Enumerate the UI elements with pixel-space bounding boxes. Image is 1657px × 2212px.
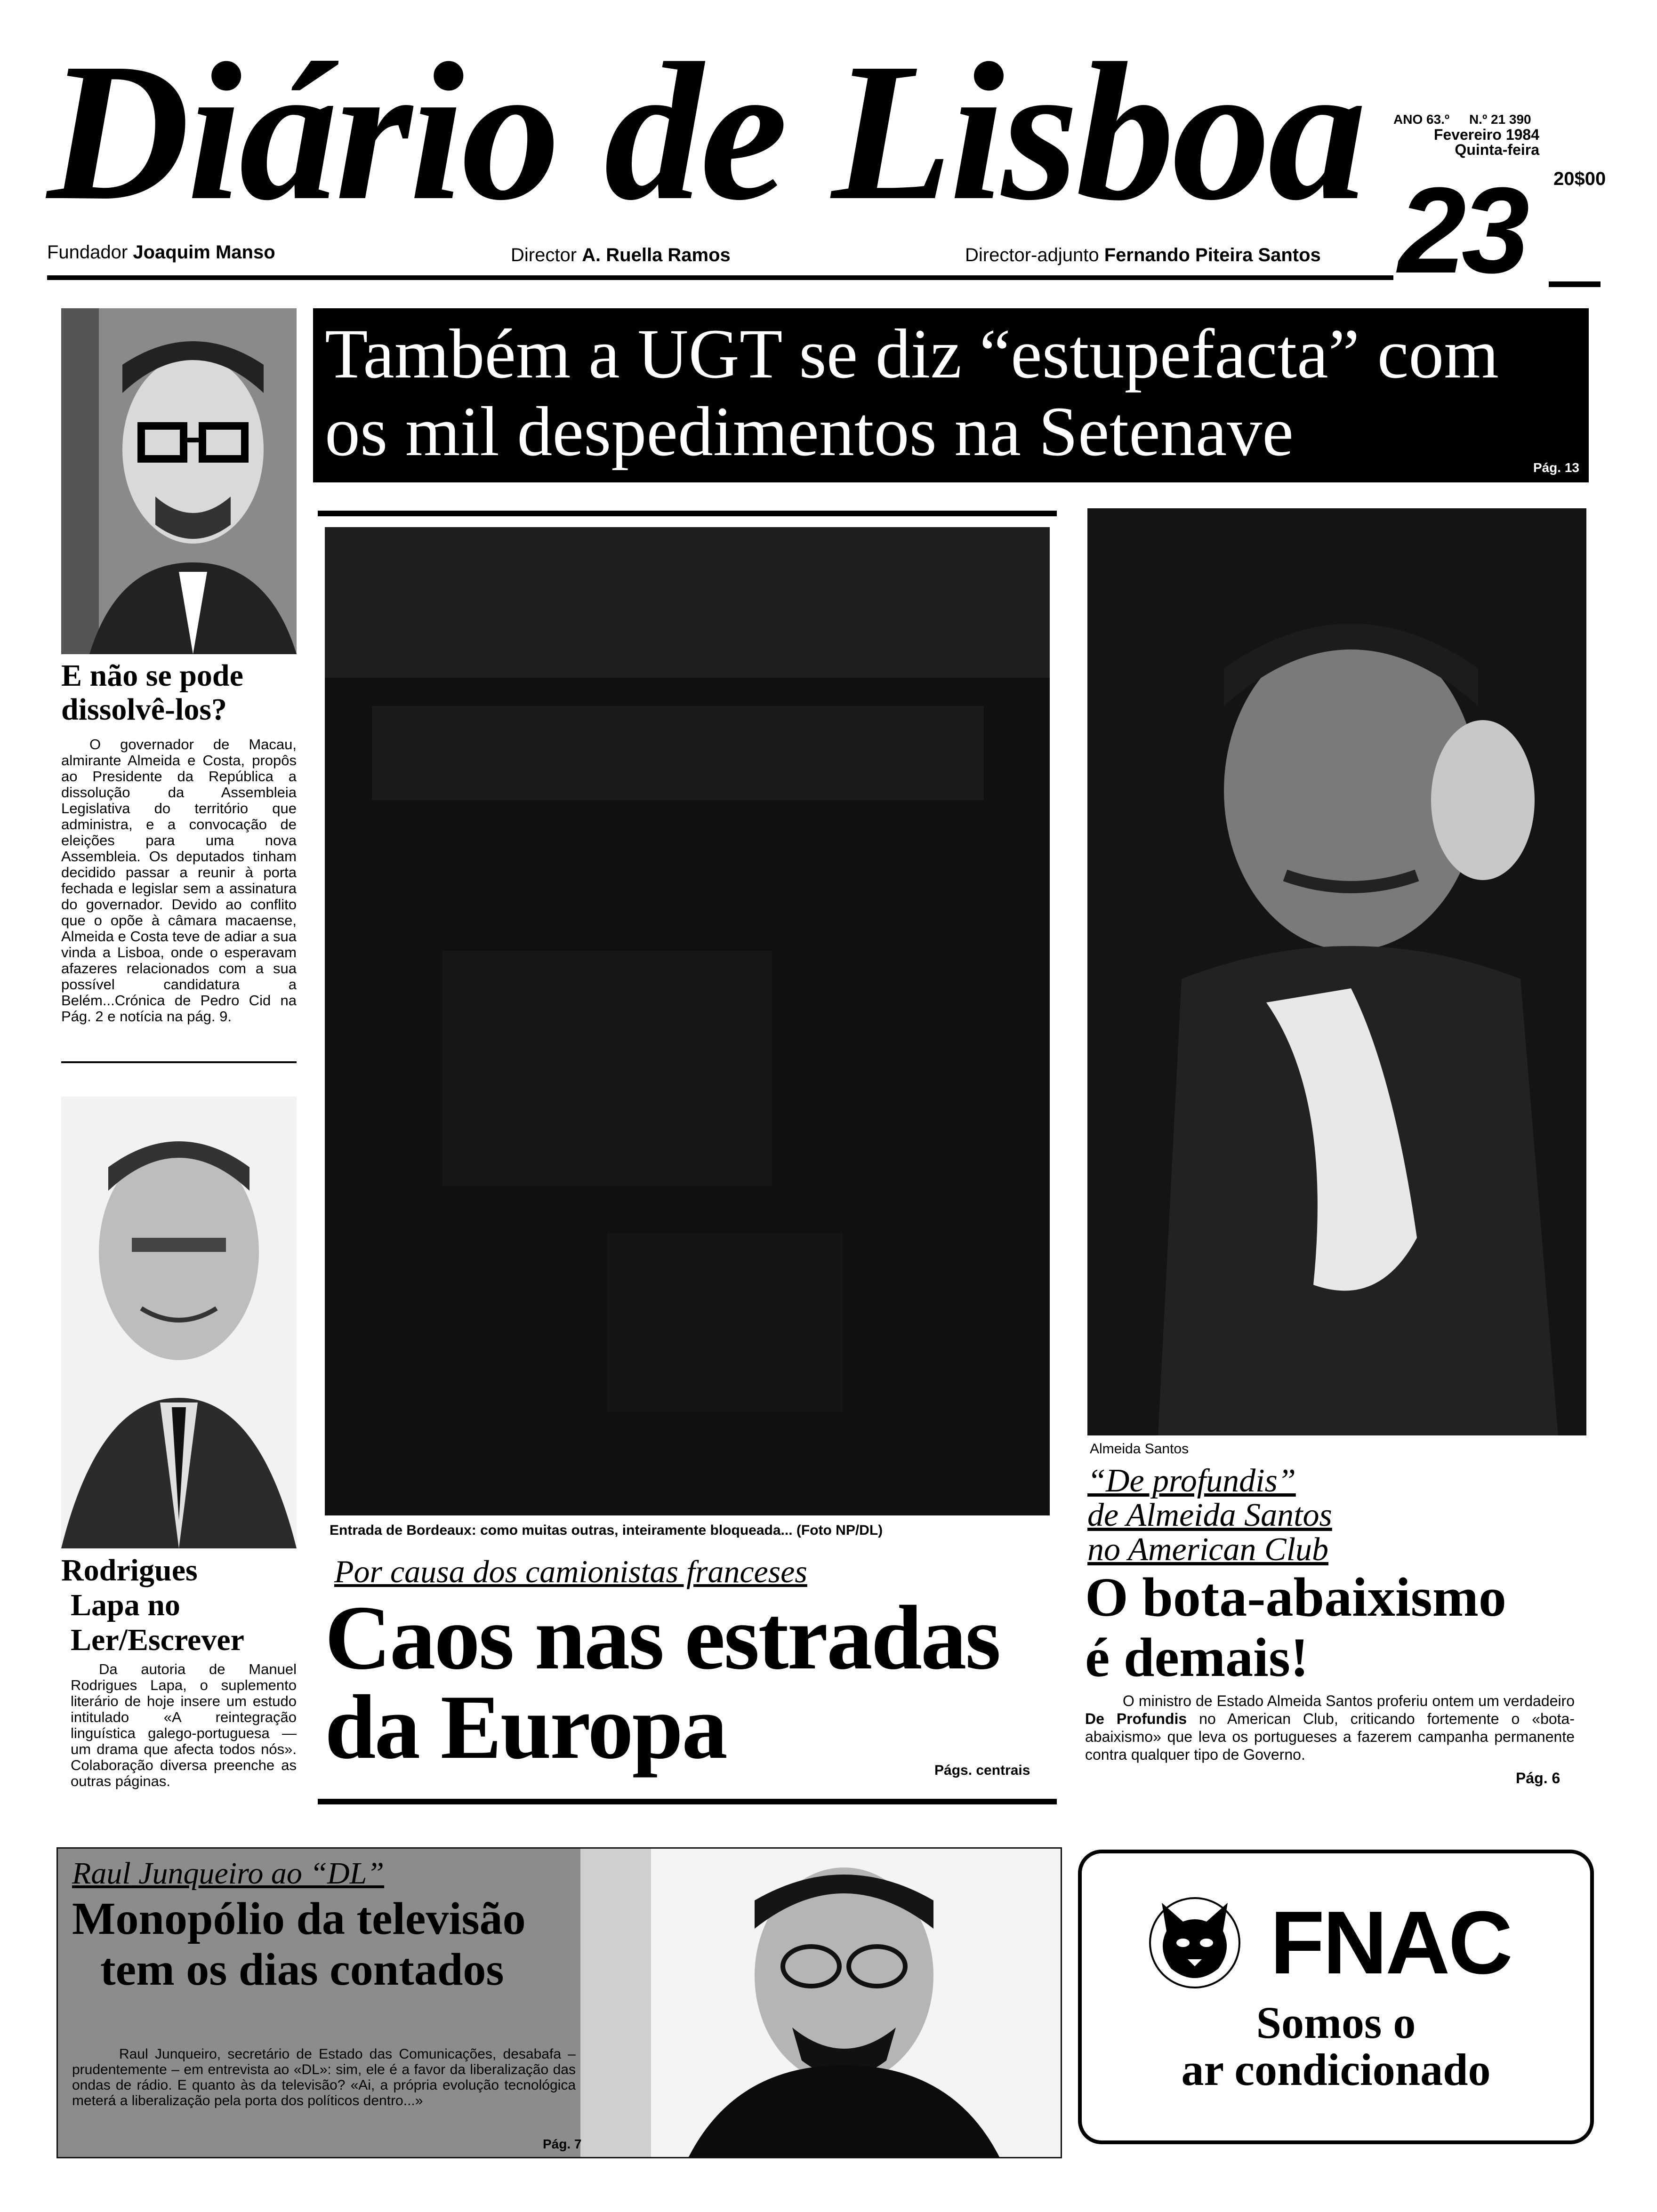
europa-headline-line1: Caos nas estradas bbox=[325, 1587, 1000, 1689]
director-line bbox=[511, 245, 731, 266]
lapa-headline-line3: Ler/Escrever bbox=[71, 1623, 244, 1657]
almeida-body-text-end: no American Club, criticando fortemente o «bota-abaixismo» que leva os portugueses a fazerem campanha permanente contra qualquer tipo de Governo. bbox=[1085, 1710, 1575, 1763]
year-number: ANO 63.º bbox=[1393, 112, 1450, 127]
lead-headline-banner bbox=[313, 308, 1589, 482]
deputy-director-name: Fernando Piteira Santos bbox=[1104, 245, 1321, 265]
masthead-rule bbox=[47, 275, 1393, 280]
almeida-kicker-line3: no American Club bbox=[1087, 1531, 1329, 1568]
issue-weekday: Quinta-feira bbox=[1455, 141, 1539, 158]
almeida-body bbox=[1085, 1692, 1575, 1763]
junqueiro-headline-line1: Monopólio da televisão bbox=[72, 1893, 526, 1944]
founder-name: Joaquim Manso bbox=[133, 242, 275, 263]
newspaper-title: Diário de Lisboa bbox=[47, 22, 1364, 241]
price: 20$00 bbox=[1553, 168, 1606, 189]
junqueiro-box bbox=[56, 1847, 1062, 2158]
fnac-slogan-line2: ar condicionado bbox=[1181, 2044, 1491, 2095]
lapa-headline bbox=[61, 1553, 297, 1658]
almeida-santos-photo-caption: Almeida Santos bbox=[1090, 1441, 1189, 1457]
europa-kicker: Por causa dos camionistas franceses bbox=[334, 1554, 807, 1589]
fnac-slogan-line1: Somos o bbox=[1256, 1997, 1416, 2048]
founder-line bbox=[47, 242, 275, 263]
bordeaux-traffic-photo bbox=[325, 527, 1050, 1515]
lapa-headline-line1: Rodrigues bbox=[61, 1553, 198, 1587]
europa-page-ref: Págs. centrais bbox=[934, 1763, 1030, 1778]
center-bottom-rule bbox=[318, 1799, 1057, 1804]
lead-headline-line1: Também a UGT se diz “estupefacta” com bbox=[325, 315, 1499, 393]
fnac-slogan bbox=[1082, 1999, 1590, 2093]
issue-month: Fevereiro 1984 bbox=[1433, 126, 1539, 143]
almeida-page-ref: Pág. 6 bbox=[1516, 1770, 1560, 1787]
portrait-rodrigues-lapa-photo bbox=[61, 1097, 297, 1548]
almeida-headline-line2: é demais! bbox=[1085, 1627, 1309, 1688]
almeida-santos-photo bbox=[1087, 508, 1586, 1435]
portrait-governor-photo bbox=[61, 308, 297, 654]
almeida-headline-line1: O bota-abaixismo bbox=[1085, 1566, 1506, 1628]
lynx-logo-icon bbox=[1141, 1896, 1249, 1990]
junqueiro-kicker: Raul Junqueiro ao “DL” bbox=[72, 1856, 385, 1891]
lapa-body: Da autoria de Manuel Rodrigues Lapa, o suplemento literário de hoje insere um estudo intitulado «A reintegração linguística galego-portuguesa — um drama que afecta todos nós». Colaboração diversa preenche as outras páginas. bbox=[71, 1661, 297, 1789]
day-underline bbox=[1549, 281, 1601, 287]
almeida-kicker-line2: de Almeida Santos bbox=[1087, 1497, 1332, 1533]
macau-body: O governador de Macau, almirante Almeida e Costa, propôs ao Presidente da República a dissolução da Assembleia Legislativa do território que administra, e a convocação de eleições para uma nova Assembleia. Os deputados tinham decidido passar a reunir à porta fechada e legislar sem a assinatura do governador. Devido ao conflito que o opõe à câmara macaense, Almeida e Costa teve de adiar a sua vinda a Lisboa, onde o esperavam afazeres relacionados com a sua possível candidatura a Belém...Crónica de Pedro Cid na Pág. 2 e notícia na pág. 9. bbox=[61, 736, 297, 1025]
deputy-director-line bbox=[965, 245, 1321, 266]
deputy-director-label: Director-adjunto bbox=[965, 245, 1099, 265]
fnac-advertisement bbox=[1078, 1850, 1594, 2144]
issue-day: 23 bbox=[1398, 162, 1525, 299]
lapa-headline-line2: Lapa no bbox=[71, 1588, 180, 1622]
fnac-logo: FNAC bbox=[1270, 1893, 1511, 1993]
almeida-body-text-start: O ministro de Estado Almeida Santos proferiu ontem um verdadeiro bbox=[1123, 1692, 1575, 1709]
macau-headline-line2: dissolvê-los? bbox=[61, 692, 227, 727]
center-top-rule bbox=[318, 511, 1057, 516]
junqueiro-headline bbox=[72, 1893, 526, 1995]
junqueiro-headline-line2: tem os dias contados bbox=[100, 1944, 504, 1995]
macau-headline-line1: E não se pode bbox=[61, 658, 243, 693]
junqueiro-page-ref: Pág. 7 bbox=[543, 2137, 582, 2151]
almeida-body-emphasis: De Profundis bbox=[1085, 1710, 1187, 1727]
macau-rule bbox=[61, 1061, 297, 1063]
macau-headline bbox=[61, 659, 297, 727]
almeida-headline bbox=[1085, 1567, 1506, 1688]
lead-headline-line2: os mil despedimentos na Setenave bbox=[325, 393, 1294, 471]
almeida-kicker bbox=[1087, 1464, 1332, 1567]
almeida-kicker-line1: “De profundis” bbox=[1087, 1463, 1296, 1499]
junqueiro-portrait-photo bbox=[580, 1849, 1061, 2157]
director-name: A. Ruella Ramos bbox=[582, 245, 731, 265]
issue-number: N.º 21 390 bbox=[1469, 112, 1531, 127]
founder-label: Fundador bbox=[47, 242, 128, 263]
edition-info bbox=[1393, 112, 1553, 157]
junqueiro-body: Raul Junqueiro, secretário de Estado das Comunicações, desabafa – prudentemente – em entrevista ao «DL»: sim, ele é a favor da liberalização das ondas de rádio. E quanto às da televisão? «Ai, a própria evolução tecnológica meterá a liberalização pela porta dos políticos dentro...» bbox=[72, 2046, 576, 2108]
europa-headline-line2: da Europa bbox=[325, 1676, 726, 1778]
bordeaux-photo-caption: Entrada de Bordeaux: como muitas outras, inteiramente bloqueada... (Foto NP/DL) bbox=[330, 1523, 883, 1538]
director-label: Director bbox=[511, 245, 577, 265]
lead-page-ref: Pág. 13 bbox=[1533, 460, 1579, 475]
